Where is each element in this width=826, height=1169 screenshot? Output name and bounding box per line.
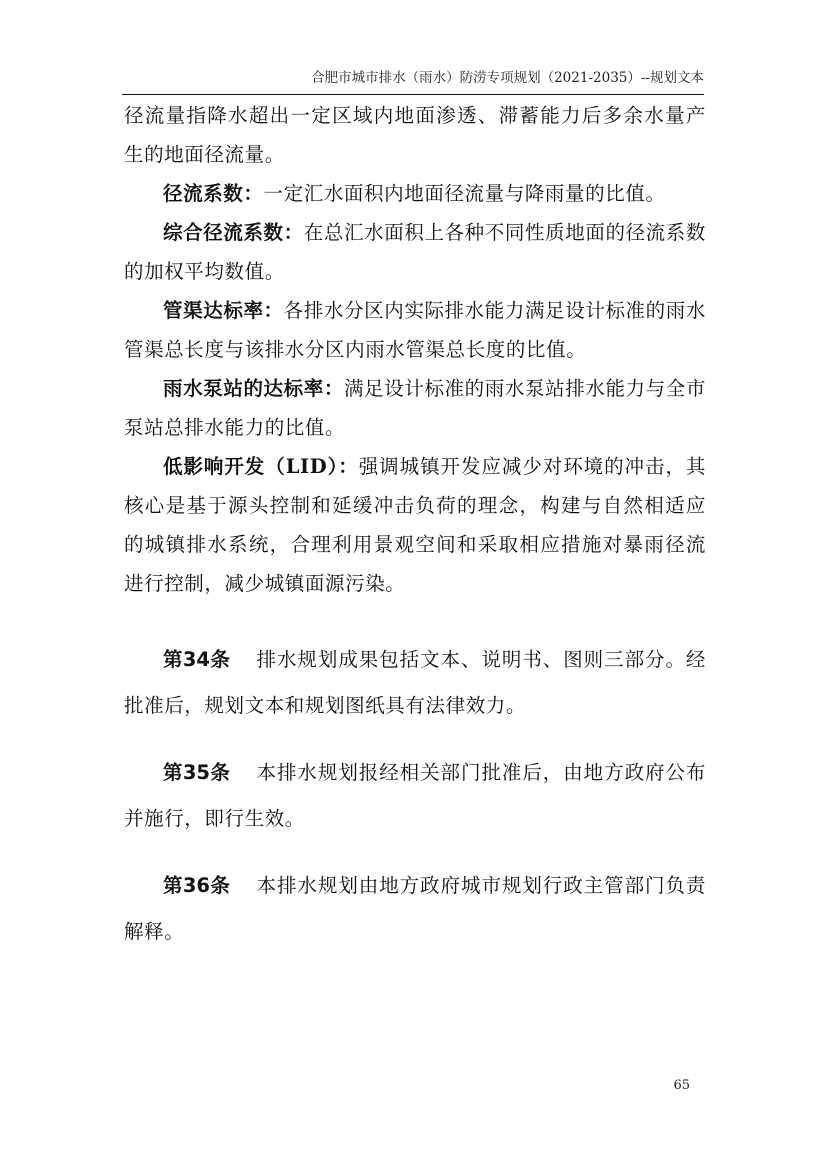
- definition-runoff-coefficient: [124, 174, 706, 213]
- definition-term: 综合径流系数：: [163, 221, 304, 244]
- article-text: 本排水规划由地方政府城市规划行政主管部门负责解释。: [124, 874, 707, 943]
- article-text: 排水规划成果包括文本、说明书、图则三部分。经批准后，规划文本和规划图纸具有法律效力。: [124, 648, 707, 717]
- document-body: [124, 96, 706, 955]
- definition-term: 低影响开发（LID）：: [163, 455, 359, 478]
- page-number: 65: [673, 1078, 690, 1093]
- article-number: 第34条: [163, 648, 231, 671]
- definition-term: 径流系数：: [163, 182, 264, 205]
- definition-text: 在总汇水面积上各种不同性质地面的径流系数的加权平均数值。: [124, 221, 706, 283]
- definition-text: 满足设计标准的雨水泵站排水能力与全市泵站总排水能力的比值。: [124, 377, 706, 439]
- definition-text: 强调城镇开发应减少对环境的冲击，其核心是基于源头控制和延缓冲击负荷的理念，构建与自然相适应的城镇排水系统，合理利用景观空间和采取相应措施对暴雨径流进行控制，减少城镇面源污染。: [124, 455, 707, 595]
- running-header: 合肥市城市排水（雨水）防涝专项规划（2021-2035）--规划文本: [311, 70, 704, 86]
- definition-pipe-compliance-rate: [124, 291, 706, 369]
- definition-low-impact-development: [124, 447, 706, 603]
- article-36: [124, 863, 706, 955]
- definition-pump-station-compliance-rate: [124, 369, 706, 447]
- definition-term: 管渠达标率：: [163, 299, 284, 322]
- header-divider: [122, 94, 704, 95]
- article-number: 第36条: [163, 874, 231, 897]
- article-35: [124, 750, 706, 842]
- article-text: 本排水规划报经相关部门批准后，由地方政府公布并施行，即行生效。: [124, 761, 707, 830]
- definition-text: 各排水分区内实际排水能力满足设计标准的雨水管渠总长度与该排水分区内雨水管渠总长度的比值。: [124, 299, 706, 361]
- article-number: 第35条: [163, 761, 231, 784]
- article-34: [124, 637, 706, 729]
- definition-composite-runoff-coefficient: [124, 213, 706, 291]
- definition-term: 雨水泵站的达标率：: [163, 377, 344, 400]
- intro-paragraph: 径流量指降水超出一定区域内地面渗透、滞蓄能力后多余水量产生的地面径流量。: [124, 104, 706, 166]
- definition-text: 一定汇水面积内地面径流量与降雨量的比值。: [263, 182, 666, 205]
